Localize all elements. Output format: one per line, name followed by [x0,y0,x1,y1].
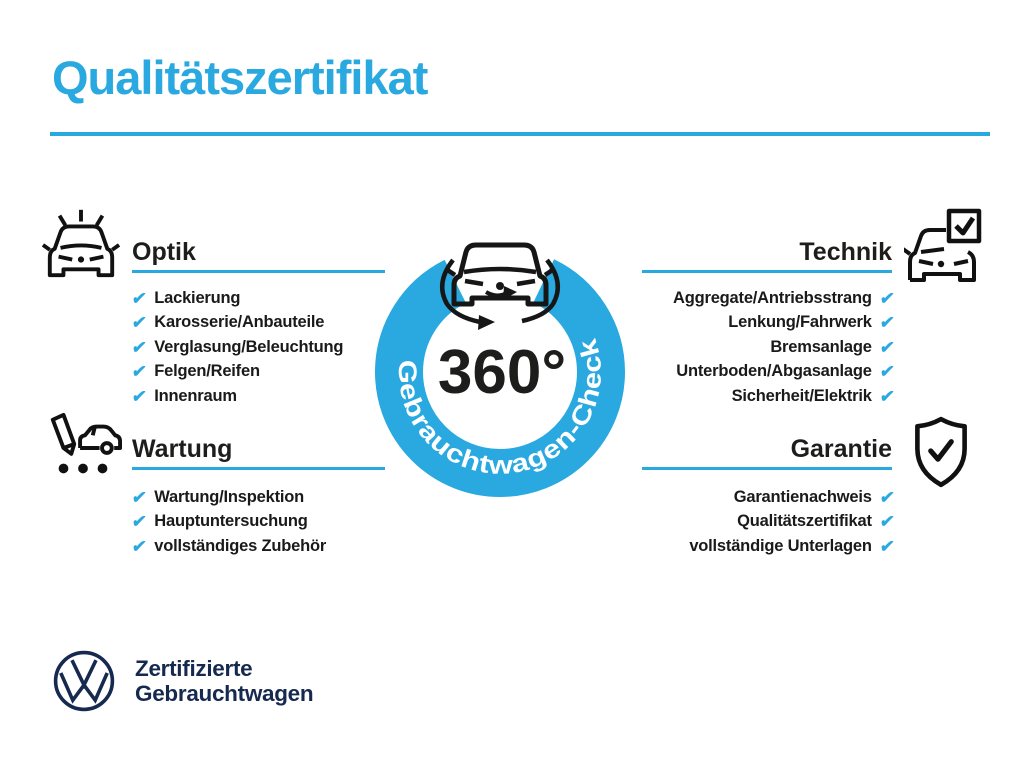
checklist-item: ✔ Felgen/Reifen [130,362,260,382]
page-title: Qualitätszertifikat [52,51,428,104]
check-icon: ✔ [878,288,896,308]
car-360-rotate-icon [442,245,558,330]
checklist-item: ✔ Innenraum [130,386,237,406]
checklist-item: ✔ Lackierung [130,288,241,308]
section-underline-garantie [642,467,892,470]
checklist-item: Sicherheit/Elektrik ✔ [731,386,896,406]
garantie-checklist [689,485,894,559]
360-check-badge [350,220,650,520]
section-header-wartung: Wartung [132,435,233,463]
checklist-item: ✔ Karosserie/Anbauteile [130,313,325,333]
checklist-item: Lenkung/Fahrwerk ✔ [728,313,896,333]
pencil-car-service-icon [44,408,122,488]
checklist-item: ✔ Hauptuntersuchung [130,512,308,532]
checklist-item: Bremsanlage ✔ [770,337,896,357]
check-icon: ✔ [878,487,896,507]
shield-check-icon [908,414,974,492]
check-icon: ✔ [878,362,896,382]
checklist-item: ✔ Wartung/Inspektion [130,487,305,507]
section-header-technik: Technik [799,238,892,266]
check-icon: ✔ [130,536,148,556]
section-underline-optik [132,270,385,273]
check-icon: ✔ [130,337,148,357]
technik-checklist [673,286,894,409]
checklist-item: Qualitätszertifikat ✔ [737,512,896,532]
optik-checklist [132,286,343,409]
footer-claim [135,656,313,706]
checklist-item: Aggregate/Antriebsstrang ✔ [673,288,896,308]
checklist-item: Garantienachweis ✔ [733,487,896,507]
checklist-item: Unterboden/Abgasanlage ✔ [676,362,896,382]
footer-claim-line1: Zertifizierte [135,656,253,681]
footer-claim-line2: Gebrauchtwagen [135,681,314,706]
badge-center-text: 360° [437,338,567,407]
check-icon: ✔ [878,313,896,333]
section-header-optik: Optik [132,238,196,266]
check-icon: ✔ [130,313,148,333]
car-shine-icon [42,202,120,282]
check-icon: ✔ [878,386,896,406]
section-underline-wartung [132,467,385,470]
section-underline-technik [642,270,892,273]
title-divider [50,132,990,136]
check-icon: ✔ [878,512,896,532]
check-icon: ✔ [878,337,896,357]
check-icon: ✔ [130,362,148,382]
wartung-checklist [132,485,326,559]
section-header-garantie: Garantie [790,435,892,463]
check-icon: ✔ [130,512,148,532]
check-icon: ✔ [130,386,148,406]
car-checkbox-icon [904,206,984,286]
vw-logo [52,649,116,713]
checklist-item: vollständige Unterlagen ✔ [689,536,896,556]
checklist-item: ✔ vollständiges Zubehör [130,536,327,556]
check-icon: ✔ [878,536,896,556]
check-icon: ✔ [130,288,148,308]
checklist-item: ✔ Verglasung/Beleuchtung [130,337,344,357]
check-icon: ✔ [130,487,148,507]
badge-ring-text: Gebrauchtwagen-Check [392,338,608,480]
